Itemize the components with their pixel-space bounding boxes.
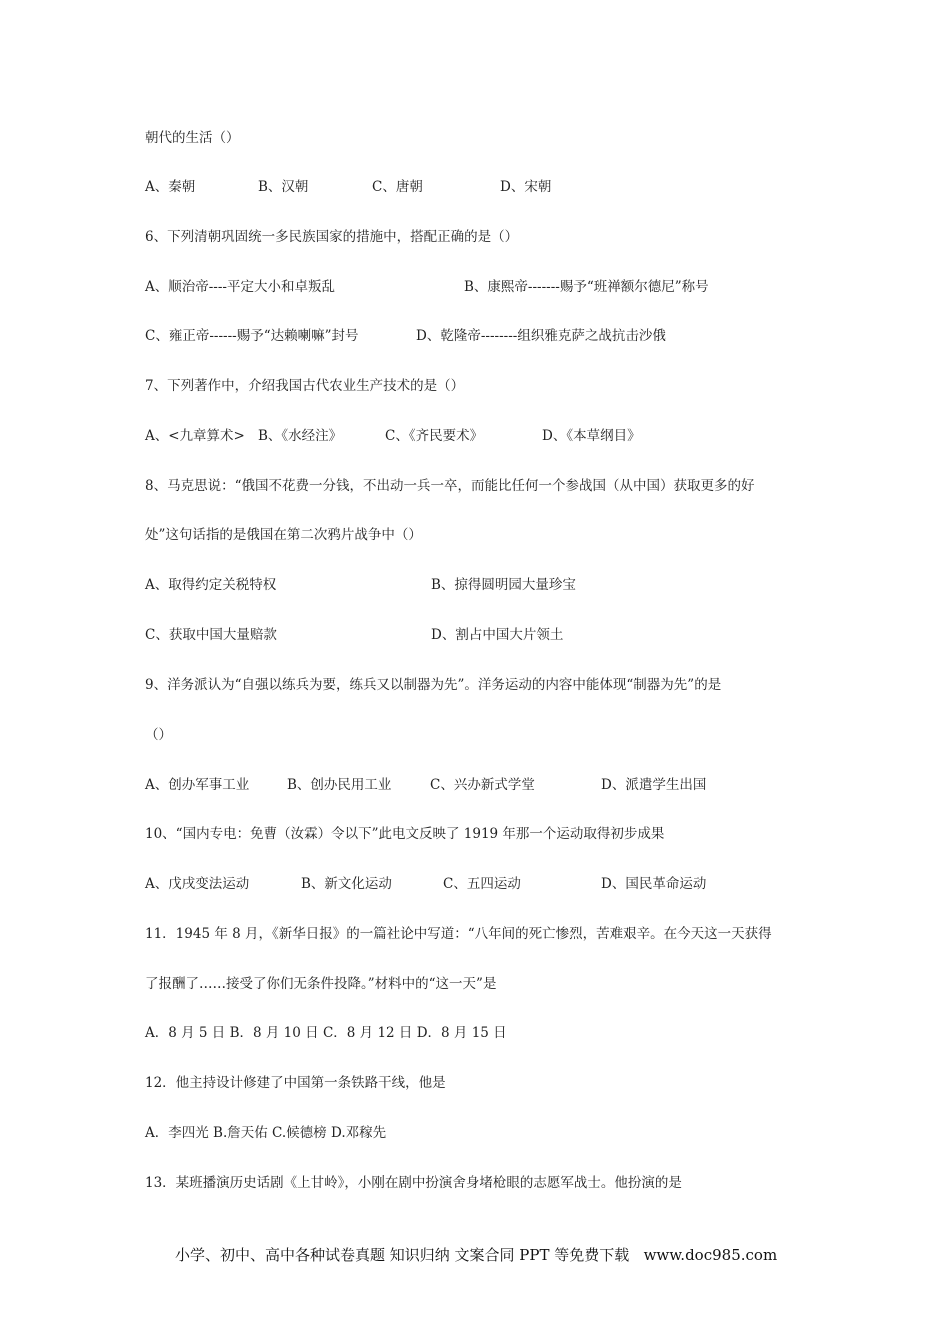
q11-stem-line-2: 了报酬了……接受了你们无条件投降。”材料中的“这一天”是 [145, 976, 497, 992]
q5-option-d: D、宋朝 [500, 179, 552, 195]
q10-stem: 10、“国内专电：免曹（汝霖）令以下”此电文反映了 1919 年那一个运动取得初步成果 [145, 826, 665, 842]
q6-option-c: C、雍正帝------赐予“达赖喇嘛”封号 [145, 328, 359, 344]
q11-options: A．8 月 5 日 B．8 月 10 日 C．8 月 12 日 D．8 月 15 日 [145, 1025, 507, 1041]
q8-stem-line-1: 8、马克思说：“俄国不花费一分钱，不出动一兵一卒，而能比任何一个参战国（从中国）获取更多的好 [145, 478, 755, 494]
q7-option-b: B、《水经注》 [258, 428, 343, 444]
q7-option-d: D、《本草纲目》 [542, 428, 641, 444]
q8-option-a: A、取得约定关税特权 [145, 577, 277, 593]
q10-option-c: C、五四运动 [443, 876, 521, 892]
q6-option-b: B、康熙帝-------赐予“班禅额尔德尼”称号 [464, 279, 709, 295]
q9-option-c: C、兴办新式学堂 [430, 777, 535, 793]
q5-stem-tail: 朝代的生活（） [145, 130, 240, 146]
q13-stem: 13．某班播演历史话剧《上甘岭》，小刚在剧中扮演舍身堵枪眼的志愿军战士。他扮演的是 [145, 1175, 682, 1191]
q9-option-b: B、创办民用工业 [287, 777, 392, 793]
q12-stem: 12．他主持设计修建了中国第一条铁路干线，他是 [145, 1075, 446, 1091]
q7-stem: 7、下列著作中，介绍我国古代农业生产技术的是（） [145, 378, 465, 394]
q8-stem-line-2: 处”这句话指的是俄国在第二次鸦片战争中（） [145, 527, 422, 543]
q7-option-c: C、《齐民要术》 [385, 428, 484, 444]
q6-stem: 6、下列清朝巩固统一多民族国家的措施中，搭配正确的是（） [145, 229, 519, 245]
q7-option-a: A、<九章算术> [145, 428, 245, 444]
q9-stem-line-2: （） [145, 727, 172, 743]
q8-option-d: D、割占中国大片领土 [431, 627, 564, 643]
q10-option-d: D、国民革命运动 [601, 876, 707, 892]
q10-option-a: A、戊戌变法运动 [145, 876, 250, 892]
q12-options: A．李四光 B.詹天佑 C.候德榜 D.邓稼先 [145, 1125, 387, 1141]
q8-option-b: B、掠得圆明园大量珍宝 [431, 577, 576, 593]
q9-stem-line-1: 9、洋务派认为“自强以练兵为要，练兵又以制器为先”。洋务运动的内容中能体现“制器为先”的是 [145, 677, 722, 693]
q6-option-d: D、乾隆帝--------组织雅克萨之战抗击沙俄 [416, 328, 666, 344]
q8-option-c: C、获取中国大量赔款 [145, 627, 277, 643]
page-footer: 小学、初中、高中各种试卷真题 知识归纳 文案合同 PPT 等免费下载 www.doc985.com [175, 1246, 778, 1264]
q9-option-d: D、派遣学生出国 [601, 777, 707, 793]
q11-stem-line-1: 11．1945 年 8 月，《新华日报》的一篇社论中写道：“八年间的死亡惨烈，苦难艰辛。在今天这一天获得 [145, 926, 772, 942]
q10-option-b: B、新文化运动 [301, 876, 392, 892]
q5-option-b: B、汉朝 [258, 179, 309, 195]
q5-option-c: C、唐朝 [372, 179, 423, 195]
q9-option-a: A、创办军事工业 [145, 777, 250, 793]
q6-option-a: A、顺治帝----平定大小和卓叛乱 [145, 279, 335, 295]
q5-option-a: A、秦朝 [145, 179, 196, 195]
